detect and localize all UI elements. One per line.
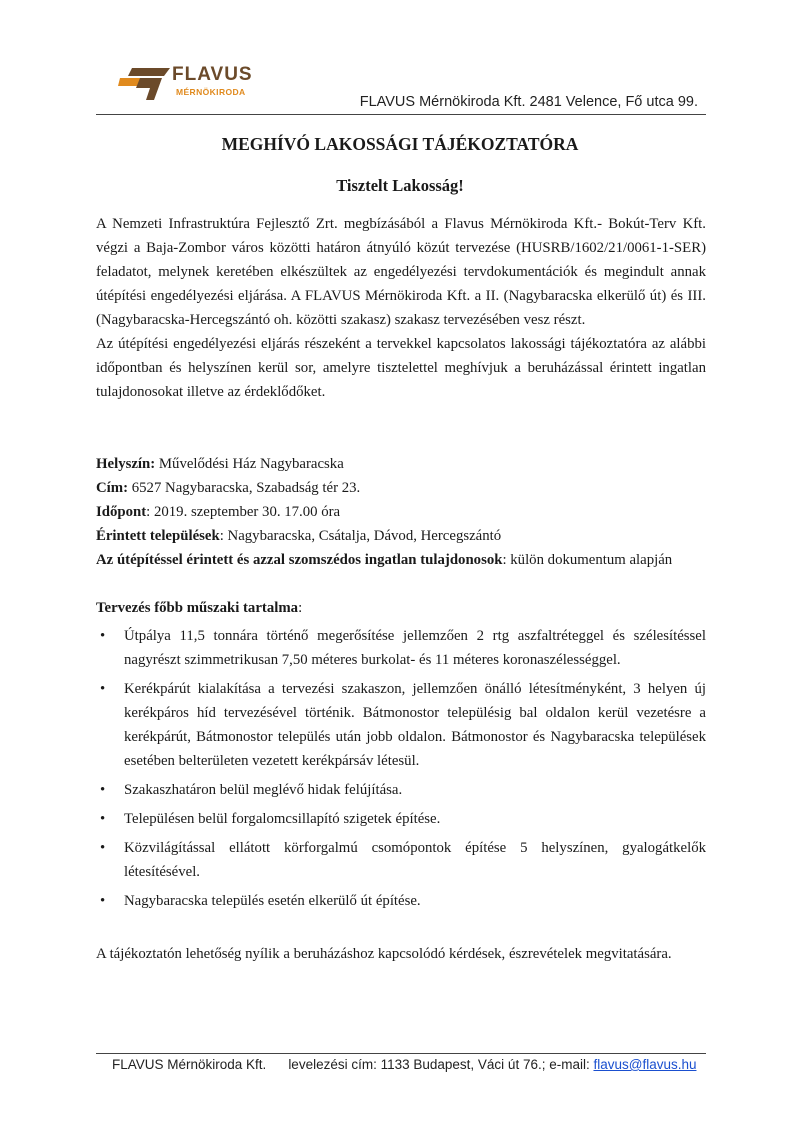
closing-paragraph: A tájékoztatón lehetőség nyílik a beruházáshoz kapcsolódó kérdések, észrevételek megvitatására. [96, 946, 672, 962]
settlements-line [96, 524, 706, 548]
time-label: Időpont [96, 504, 147, 520]
list-item [100, 624, 706, 672]
footer-email-link[interactable]: flavus@flavus.hu [593, 1057, 697, 1072]
owners-value: : külön dokumentum alapján [502, 552, 673, 568]
list-item-text: Kerékpárút kialakítása a tervezési szakaszon, jellemzően önálló létesítményként, 3 helyen új kerékpáros híd tervezésével történik. Bátmonostor településig bal oldalon kerül vezetésre a kerékpárút, Bátmonostor település után jobb oldalon. Bátmonostor és Nagybaracska települések esetében belterületen vezetett kerékpársáv létesül. [124, 681, 706, 769]
bullet-icon: • [100, 782, 106, 798]
settlements-label: Érintett települések [96, 528, 220, 544]
location-value: Művelődési Ház Nagybaracska [155, 456, 344, 472]
document-title: MEGHÍVÓ LAKOSSÁGI TÁJÉKOZTATÓRA [221, 134, 579, 154]
list-item [100, 677, 706, 773]
address-value: 6527 Nagybaracska, Szabadság tér 23. [128, 480, 361, 496]
header-address: FLAVUS Mérnökiroda Kft. 2481 Velence, Fő utca 99. [359, 94, 698, 110]
bullet-icon: • [100, 893, 106, 909]
owners-line [96, 548, 706, 572]
settlements-value: : Nagybaracska, Csátalja, Dávod, Hercegszántó [219, 528, 502, 544]
bullet-icon: • [100, 811, 106, 827]
logo-subtitle: MÉRNÖKIRODA [176, 87, 246, 97]
address-line [96, 476, 706, 500]
footer-divider [96, 1053, 706, 1054]
design-heading-suffix: : [298, 600, 303, 616]
intro-paragraph-2: Az útépítési engedélyezési eljárás részeként a tervekkel kapcsolatos lakossági tájékoztatóra az alábbi időpontban és helyszínen kerül sor, amelyre tisztelettel meghívjuk a beruházással érintett ingatlan tulajdonosokat illetve az érdeklődőket. [96, 336, 706, 400]
time-line [96, 500, 706, 524]
list-item [100, 836, 706, 884]
footer-company: FLAVUS Mérnökiroda Kft. [112, 1057, 267, 1072]
bullet-icon: • [100, 628, 106, 644]
bullet-icon: • [100, 681, 106, 697]
flavus-logo [118, 60, 258, 104]
list-item-text: Közvilágítással ellátott körforgalmú csomópontok építése 5 helyszínen, gyalogátkelők létesítésével. [124, 840, 706, 880]
owners-label: Az útépítéssel érintett és azzal szomszédos ingatlan tulajdonosok [96, 552, 503, 568]
list-item-text: Szakaszhatáron belül meglévő hidak felújítása. [124, 782, 403, 798]
event-details [96, 452, 706, 572]
footer-postal: levelezési cím: 1133 Budapest, Váci út 76.; e-mail: [288, 1057, 594, 1072]
list-item [100, 807, 706, 831]
design-heading-line [96, 596, 706, 620]
location-label: Helyszín: [96, 456, 156, 472]
intro-paragraph-1: A Nemzeti Infrastruktúra Fejlesztő Zrt. megbízásából a Flavus Mérnökiroda Kft.- Bokút-Terv Kft. végzi a Baja-Zombor város közötti határon átnyúló közút tervezése (HUSRB/1602/21/0061-1-SER) feladatot, melynek keretében elkészültek az engedélyezési tervdokumentációk és megindult annak útépítési engedélyezési eljárása. A FLAVUS Mérnökiroda Kft. a II. (Nagybaracska elkerülő út) és III. (Nagybaracska-Hercegszántó oh. közötti szakasz) szakasz tervezésében vesz részt. [96, 216, 706, 328]
list-item [100, 778, 706, 802]
address-label: Cím: [96, 480, 129, 496]
bullet-icon: • [100, 840, 106, 856]
greeting: Tisztelt Lakosság! [336, 176, 464, 195]
list-item-text: Útpálya 11,5 tonnára történő megerősítése jellemzően 2 rtg aszfaltréteggel és szélesítéssel nagyrészt szimmetrikusan 7,50 méteres burkolat- és 11 méteres koronaszélességgel. [124, 628, 706, 668]
list-item-text: Nagybaracska település esetén elkerülő út építése. [124, 893, 421, 909]
header-divider [96, 114, 706, 115]
list-item [100, 889, 706, 913]
list-item-text: Településen belül forgalomcsillapító szigetek építése. [124, 811, 441, 827]
design-list [96, 624, 706, 913]
design-heading: Tervezés főbb műszaki tartalma [96, 600, 299, 616]
footer [112, 1057, 696, 1072]
letter-body [96, 212, 706, 966]
time-value: : 2019. szeptember 30. 17.00 óra [146, 504, 341, 520]
logo-name: FLAVUS [172, 64, 253, 85]
location-line [96, 452, 706, 476]
flavus-mark-icon [118, 60, 174, 104]
